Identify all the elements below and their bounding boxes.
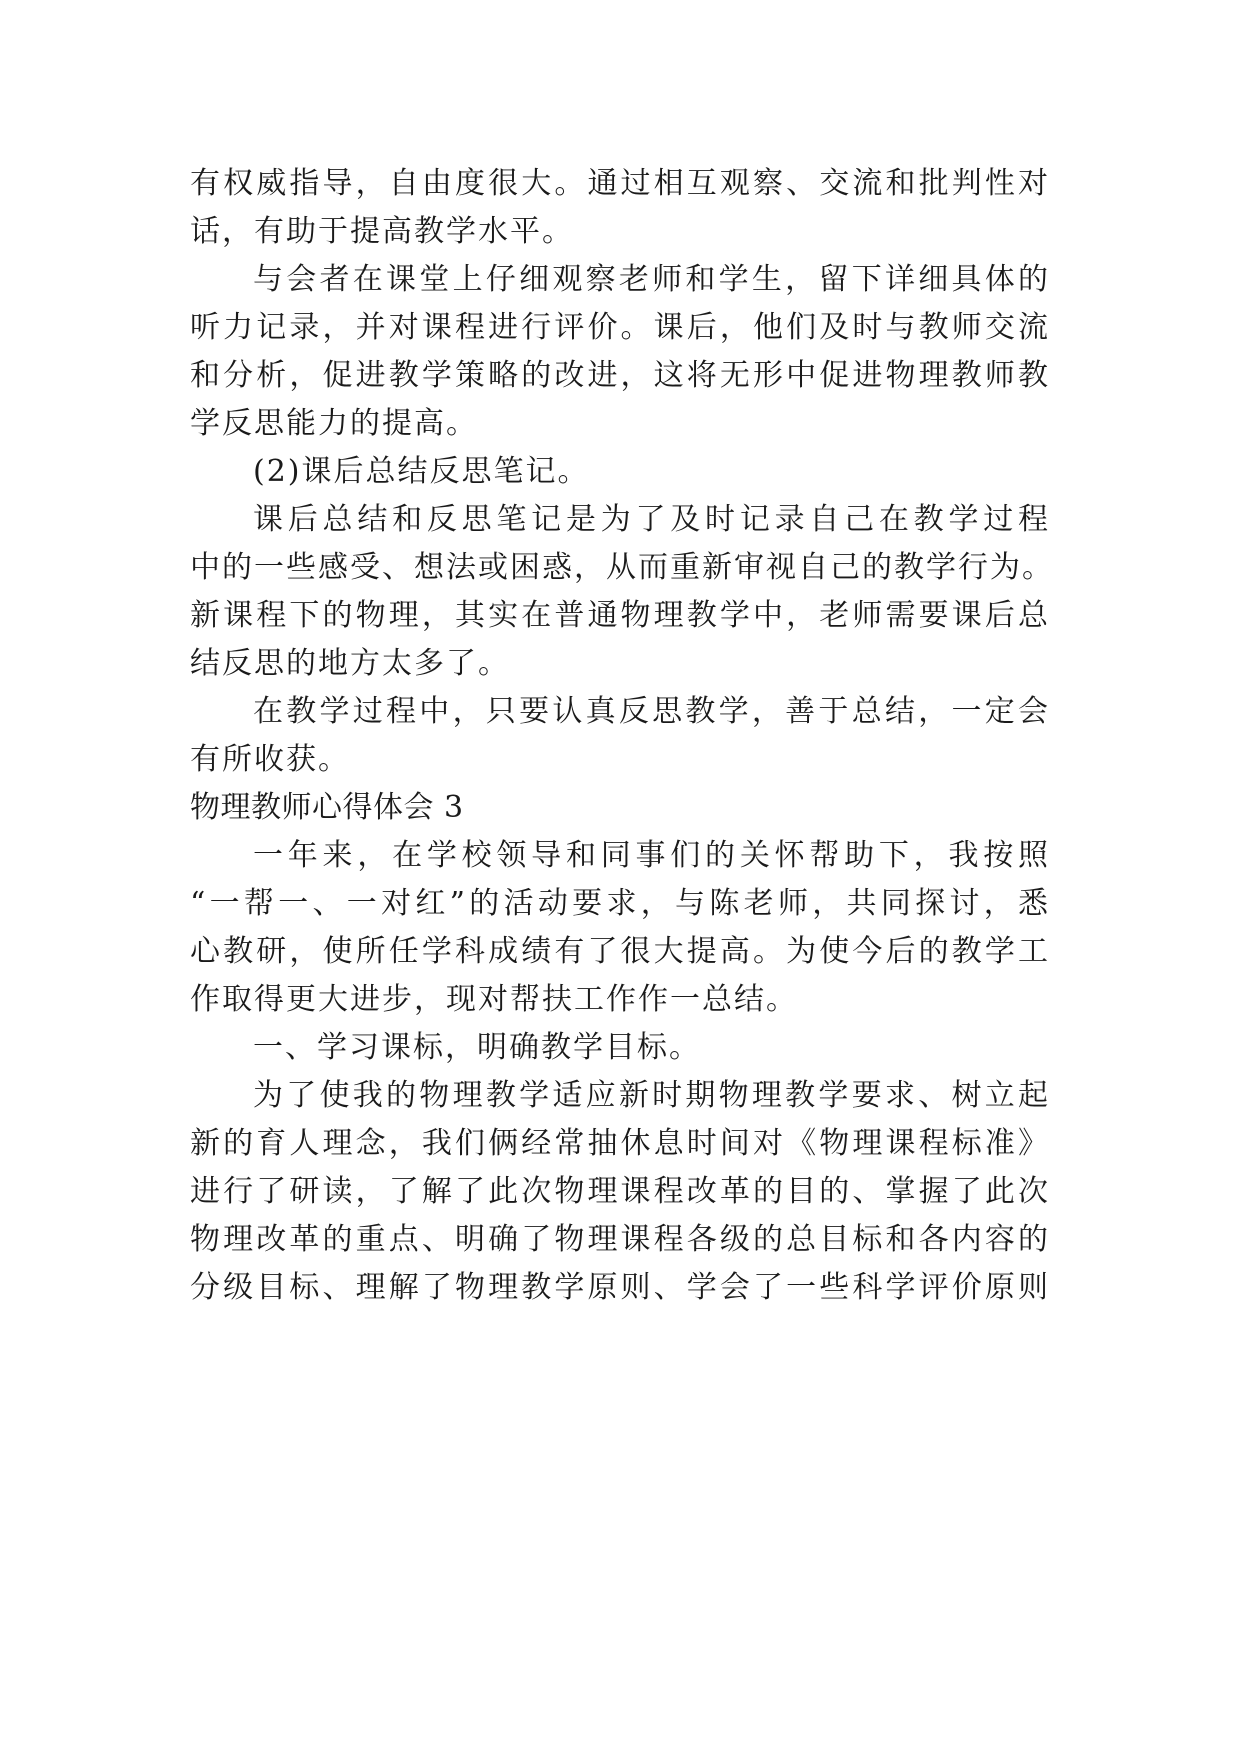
text-line: 在教学过程中，只要认真反思教学，善于总结，一定会 (253, 694, 1050, 729)
text-line: 听力记录，并对课程进行评价。课后，他们及时与教师交流 (190, 310, 1050, 345)
text-line: 有所收获。 (190, 742, 350, 777)
text-line: 学反思能力的提高。 (190, 406, 478, 441)
text-line: 分级目标、理解了物理教学原则、学会了一些科学评价原则 (190, 1270, 1050, 1305)
text-line: 新的育人理念，我们俩经常抽休息时间对《物理课程标准》 (190, 1126, 1050, 1161)
text-line: 为了使我的物理教学适应新时期物理教学要求、树立起 (253, 1078, 1050, 1113)
text-line: 中的一些感受、想法或困惑，从而重新审视自己的教学行为。 (190, 550, 1054, 585)
text-line: 与会者在课堂上仔细观察老师和学生，留下详细具体的 (253, 262, 1050, 297)
text-line: (2)课后总结反思笔记。 (253, 454, 590, 489)
text-line: 作取得更大进步，现对帮扶工作作一总结。 (190, 982, 798, 1017)
section-heading: 物理教师心得体会 3 (190, 790, 464, 825)
text-line: “一帮一、一对红”的活动要求，与陈老师，共同探讨，悉 (190, 886, 1050, 921)
text-line: 课后总结和反思笔记是为了及时记录自己在教学过程 (253, 502, 1050, 537)
text-line: 新课程下的物理，其实在普通物理教学中，老师需要课后总 (190, 598, 1050, 633)
body-text (190, 160, 1054, 1312)
text-line: 一、学习课标，明确教学目标。 (253, 1030, 701, 1065)
text-line: 一年来，在学校领导和同事们的关怀帮助下，我按照 (253, 838, 1050, 873)
text-line: 心教研，使所任学科成绩有了很大提高。为使今后的教学工 (190, 934, 1050, 969)
text-line: 有权威指导，自由度很大。通过相互观察、交流和批判性对 (190, 166, 1050, 201)
text-line: 进行了研读，了解了此次物理课程改革的目的、掌握了此次 (190, 1174, 1050, 1209)
text-line: 和分析，促进教学策略的改进，这将无形中促进物理教师教 (190, 358, 1050, 393)
text-line: 话，有助于提高教学水平。 (190, 214, 574, 249)
text-line: 物理改革的重点、明确了物理课程各级的总目标和各内容的 (190, 1222, 1050, 1257)
text-line: 结反思的地方太多了。 (190, 646, 510, 681)
